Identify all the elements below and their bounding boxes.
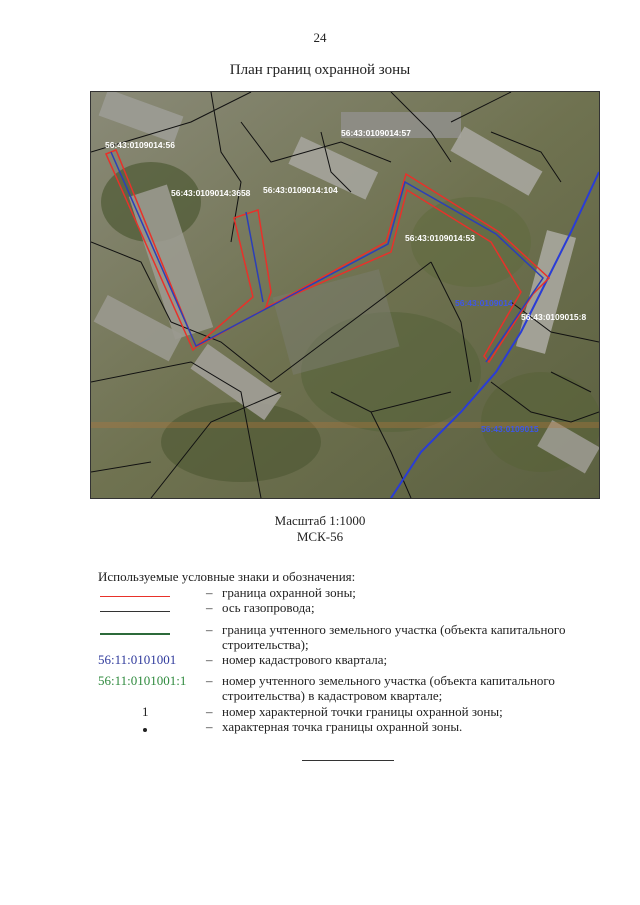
green-line-symbol (98, 622, 198, 637)
protection-zone-map (90, 91, 600, 499)
legend-heading: Используемые условные знаки и обозначения: (98, 569, 356, 584)
parcel-label: 56:43:0109014:57 (341, 128, 411, 138)
quarter-number-symbol: 56:11:0101001 (98, 652, 177, 667)
page-number: 24 (313, 30, 327, 45)
parcel-label: 56:43:0109014:56 (105, 140, 175, 150)
parcel-label: 56:43:0109014:3658 (171, 188, 251, 198)
red-line-symbol (98, 585, 198, 600)
end-rule (302, 760, 394, 761)
quarter-label: 56:43:0109015 (481, 424, 539, 434)
coordinate-system: МСК-56 (296, 529, 344, 544)
parcel-label: 56:43:0109014:53 (405, 233, 475, 243)
parcel-label: 56:43:0109015:8 (521, 312, 587, 322)
point-number-symbol: 1 (142, 704, 149, 719)
black-line-symbol (98, 600, 198, 615)
parcel-number-symbol: 56:11:0101001:1 (98, 673, 187, 688)
page-title: План границ охранной зоны (229, 62, 411, 78)
dot-icon (143, 728, 147, 732)
map-scale: Масштаб 1:1000 (274, 513, 366, 528)
parcel-label: 56:43:0109014:104 (263, 185, 338, 195)
quarter-label: 56:43:0109014 (455, 298, 513, 308)
